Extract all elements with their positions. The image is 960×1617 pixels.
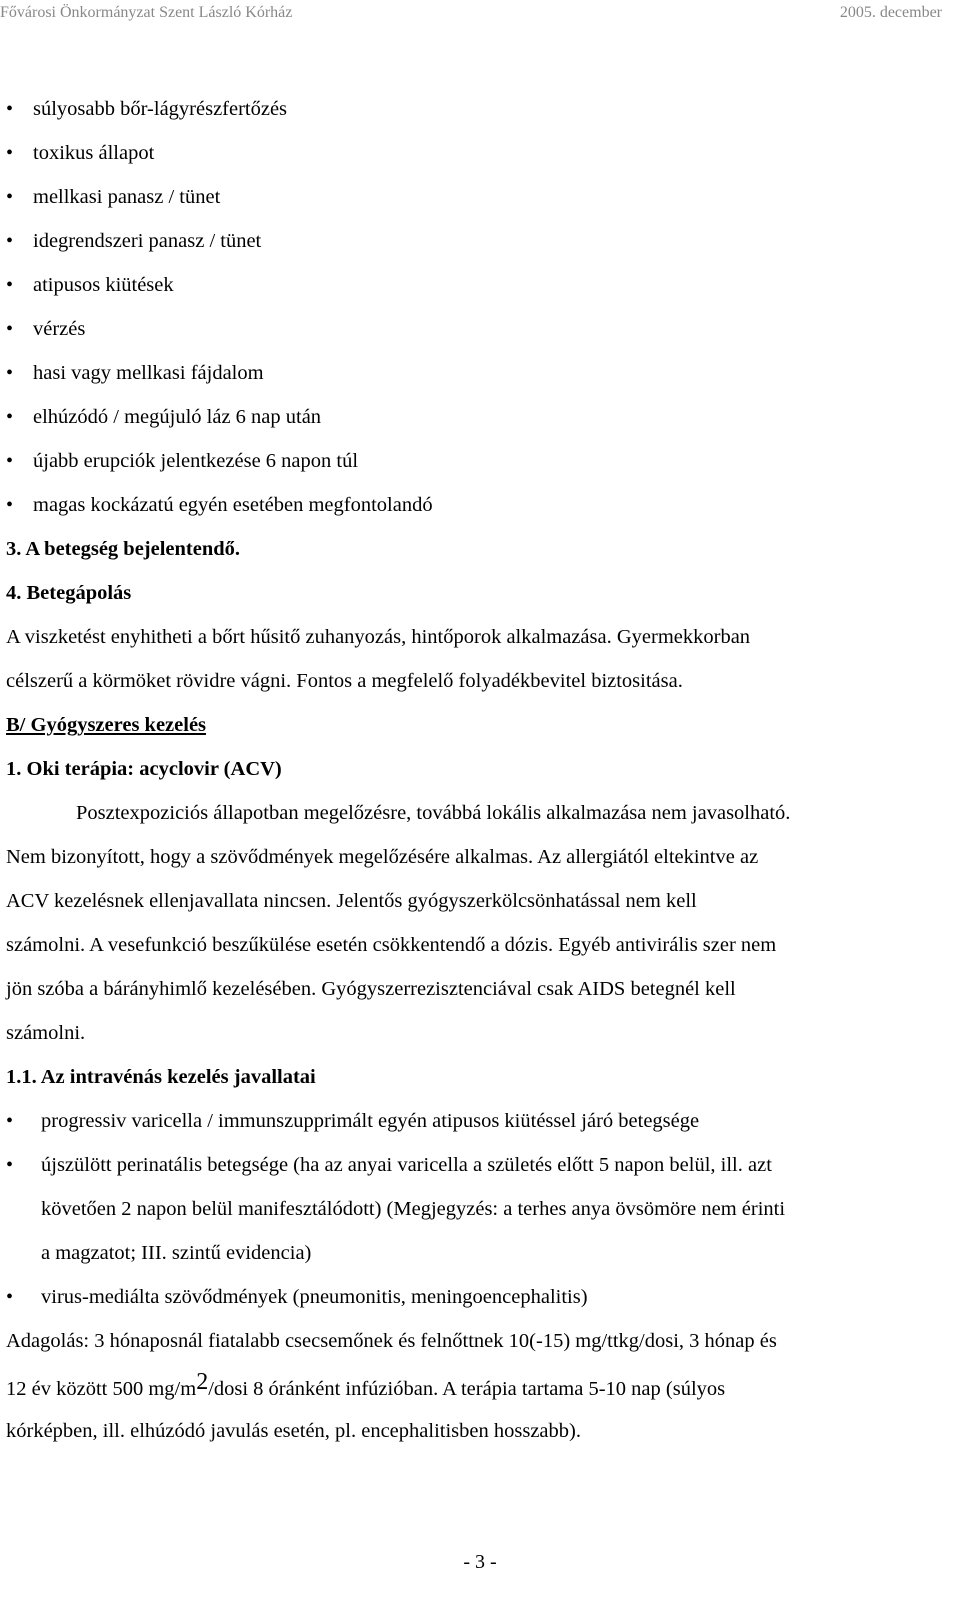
list-item: • hasi vagy mellkasi fájdalom: [6, 351, 956, 395]
paragraph-line: Posztexpoziciós állapotban megelőzésre, továbbá lokális alkalmazása nem javasolható.: [76, 802, 791, 824]
bullet-icon: •: [6, 142, 14, 164]
bullet-icon: •: [6, 450, 14, 472]
list-item: • vérzés: [6, 307, 956, 351]
paragraph-line: Nem bizonyított, hogy a szövődmények megelőzésére alkalmas. Az allergiától eltekintve az: [6, 846, 759, 868]
paragraph-line: jön szóba a bárányhimlő kezelésében. Gyógyszerrezisztenciával csak AIDS betegnél kell: [6, 978, 736, 1000]
section-b-heading: B/ Gyógyszeres kezelés: [6, 714, 207, 736]
section-3-heading: 3. A betegség bejelentendő.: [6, 538, 241, 560]
list-item: • virus-mediálta szövődmények (pneumonitis, meningoencephalitis): [6, 1275, 956, 1319]
bullet-icon: •: [6, 362, 14, 384]
paragraph-line: 12 év között 500 $mg/m^2$/dosi 8 óránként infúzióban. A terápia tartama 5-10 nap (súlyos: [6, 1369, 726, 1400]
bullet-icon: •: [6, 406, 14, 428]
list-item: • újabb erupciók jelentkezése 6 napon túl: [6, 439, 956, 483]
header-date: 2005. december: [839, 4, 942, 21]
paragraph-line: számolni.: [6, 1022, 86, 1044]
bullet-icon: •: [6, 98, 14, 120]
list-item-continuation: követően 2 napon belül manifesztálódott) (Megjegyzés: a terhes anya övsömöre nem érinti: [41, 1198, 786, 1220]
bullet-icon: •: [6, 318, 14, 340]
bullet-icon: •: [6, 1286, 14, 1308]
paragraph-line: kórképben, ill. elhúzódó javulás esetén, pl. encephalitisben hosszabb).: [6, 1420, 581, 1442]
paragraph-line: célszerű a körmöket rövidre vágni. Fontos a megfelelő folyadékbevitel biztositása.: [6, 670, 683, 692]
paragraph-line: A viszketést enyhitheti a bőrt hűsitő zuhanyozás, hintőporok alkalmazása. Gyermekkorban: [6, 626, 751, 648]
list-item: • mellkasi panasz / tünet: [6, 175, 956, 219]
bullet-icon: •: [6, 186, 14, 208]
list-item: • atipusos kiütések: [6, 263, 956, 307]
list-item: • súlyosabb bőr-lágyrészfertőzés: [6, 87, 956, 131]
iv-heading: 1.1. Az intravénás kezelés javallatai: [6, 1066, 316, 1088]
paragraph-line: ACV kezelésnek ellenjavallata nincsen. Jelentős gyógyszerkölcsönhatással nem kell: [6, 890, 697, 912]
section-4-heading: 4. Betegápolás: [6, 582, 132, 604]
list-item: • újszülött perinatális betegsége (ha az anyai varicella a születés előtt 5 napon belül, ill. azt: [6, 1143, 956, 1187]
bullet-icon: •: [6, 494, 14, 516]
therapy-heading: 1. Oki terápia: acyclovir (ACV): [6, 758, 282, 780]
bullet-icon: •: [6, 1110, 14, 1132]
list-item-continuation: a magzatot; III. szintű evidencia): [41, 1242, 312, 1264]
list-item: • elhúzódó / megújuló láz 6 nap után: [6, 395, 956, 439]
paragraph-line: Adagolás: 3 hónaposnál fiatalabb csecsemőnek és felnőttnek 10(-15) mg/ttkg/dosi, 3 hónap és: [6, 1330, 777, 1352]
list-item: • idegrendszeri panasz / tünet: [6, 219, 956, 263]
list-item: • toxikus állapot: [6, 131, 956, 175]
list-item: • magas kockázatú egyén esetében megfontolandó: [6, 483, 956, 527]
bullet-icon: •: [6, 230, 14, 252]
list-item: • progressiv varicella / immunszupprimált egyén atipusos kiütéssel járó betegsége: [6, 1099, 956, 1143]
bullet-icon: •: [6, 1154, 14, 1176]
bullet-icon: •: [6, 274, 14, 296]
page-number: - 3 -: [463, 1551, 497, 1573]
header-hospital-name: Fővárosi Önkormányzat Szent László Kórház: [0, 4, 293, 21]
page-header: [0, 4, 960, 30]
document-body: [6, 87, 956, 1455]
paragraph-line: számolni. A vesefunkció beszűkülése esetén csökkentendő a dózis. Egyéb antivirális szer nem: [6, 934, 777, 956]
